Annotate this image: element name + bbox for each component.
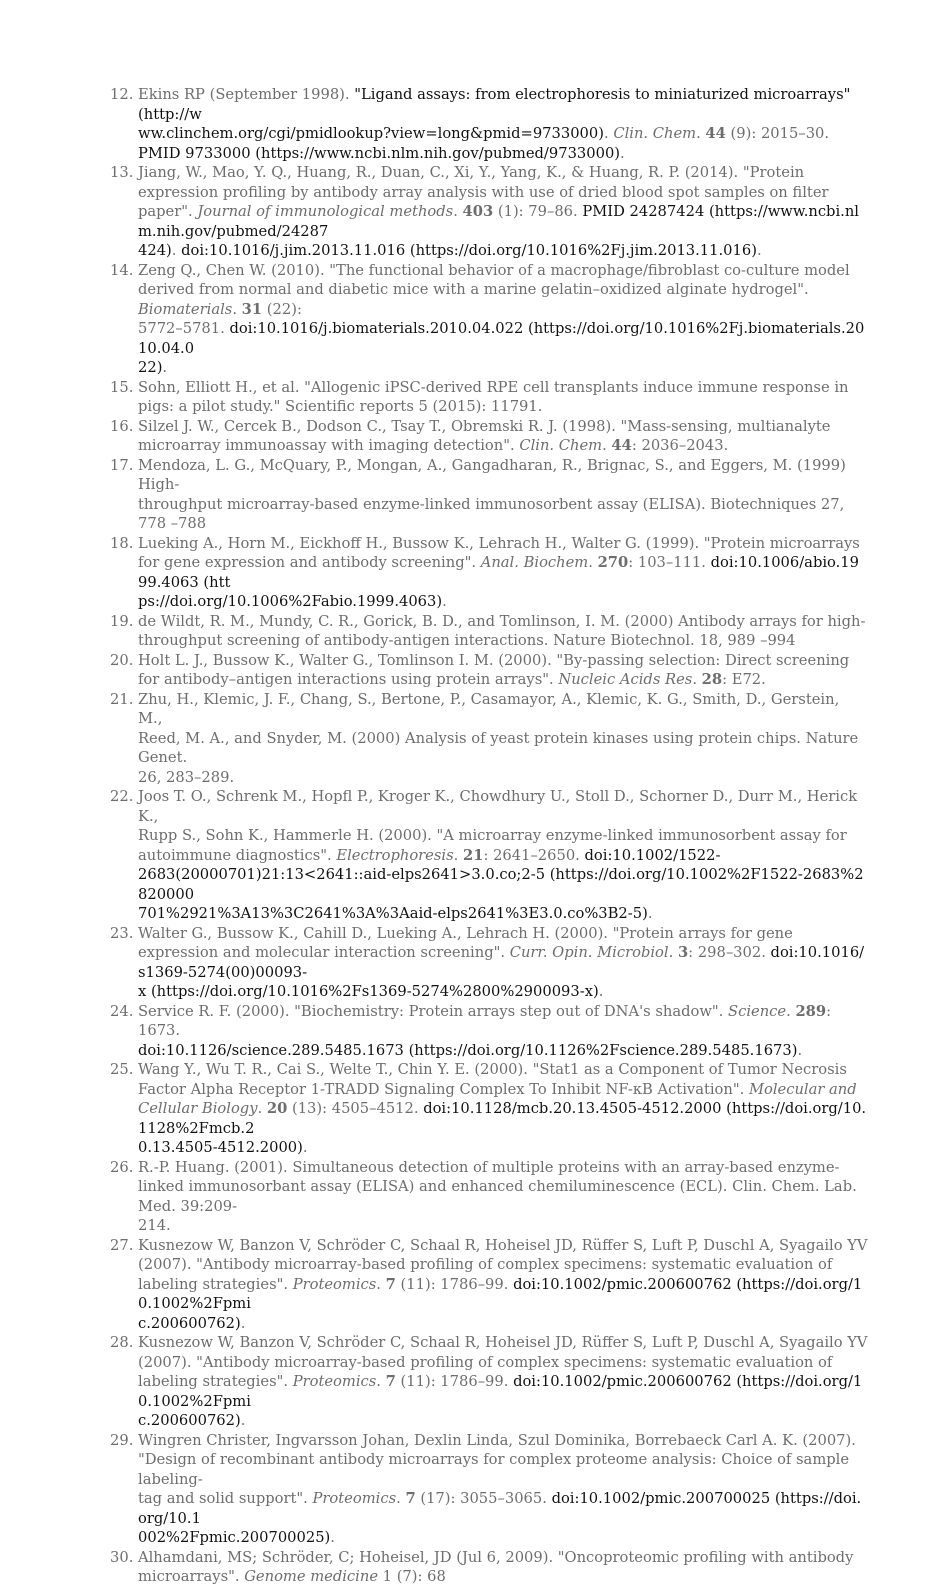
reference-segment: : 1673. [138,1002,832,1039]
reference-text [138,1334,868,1429]
reference-link[interactable]: doi:10.1002/pmic.200700025 (https://doi.org/10.1 002%2Fpmic.200700025) [138,1490,862,1546]
reference-segment: . [257,1100,267,1117]
reference-segment: . [330,1529,335,1546]
reference-segment: . [647,905,653,922]
reference-number: 15. [110,378,134,396]
journal-title: Electrophoresis [336,846,454,864]
reference-segment: Joos T. O., Schrenk M., Hopfl P., Kroger K., Chowdhury U., Stoll D., Schorner D., Durr M., Herick K., Rupp S., Sohn K., Hammerle H. (2000). "A microarray enzyme-linked immunosorbent assay for autoimmune diagnostics". [138,788,858,864]
reference-segment: . [396,1490,406,1507]
reference-number: 17. [110,456,134,474]
reference-item [110,378,868,417]
reference-segment: Kusnezow W, Banzon V, Schröder C, Schaal R, Hoheisel JD, Rüffer S, Luft P, Duschl A, Syagailo YV (2007). "Antibody microarray-based profiling of complex specimens: systematic evaluation of labeling strategies". [138,1334,868,1390]
reference-text [138,1159,857,1235]
reference-number: 16. [110,417,134,435]
reference-segment: . [453,846,463,864]
reference-segment: . [240,1412,246,1429]
reference-list [110,85,868,1587]
reference-link[interactable]: doi:10.1016/s1369-5274(00)00093- x (https://doi.org/10.1016%2Fs1369-5274%2800%2900093-x) [138,944,865,1000]
reference-segment: . [603,125,614,142]
reference-item [110,787,868,924]
reference-segment: . [376,1275,386,1293]
reference-segment: . [786,1002,796,1020]
reference-item [110,1158,868,1236]
reference-segment: Walter G., Bussow K., Cahill D., Lueking A., Lehrach H. (2000). "Protein arrays for gene expression and molecular interaction screening". [138,924,793,961]
reference-item [110,612,868,651]
reference-segment: (1): 79–86. [493,203,583,220]
reference-segment: Silzel J. W., Cercek B., Dodson C., Tsay T., Obremski R. J. (1998). "Mass-sensing, multianalyte microarray immunoassay with imaging detection". [138,417,831,454]
reference-segment: (13): 4505–4512. [287,1100,424,1117]
volume-number: 7 [385,1373,396,1390]
reference-number: 22. [110,788,134,805]
journal-title: Curr. Opin. Microbiol [509,944,669,961]
reference-segment: . [692,671,702,688]
reference-number: 13. [110,164,134,181]
volume-number: 3 [677,944,689,961]
reference-number: 30. [110,1548,134,1566]
reference-item [110,1548,868,1587]
reference-segment: (11): 1786–99. [395,1275,514,1293]
reference-text [138,86,850,162]
reference-segment: . [302,1139,308,1156]
reference-link[interactable]: "Ligand assays: from electrophoresis to miniaturized microarrays" (http://w ww.clinchem.org/cgi/pmidlookup?view=long&pmid=9733000) [138,86,851,142]
journal-title: Molecular and Cellular Biology [138,1080,857,1117]
volume-number: 44 [611,437,632,454]
reference-segment: Mendoza, L. G., McQuary, P., Mongan, A., Gangadharan, R., Brignac, S., and Eggers, M. (1999) High- throughput microarray-based enzyme-linked immunosorbent assay (ELISA). Biotechniques 27, 778 –788 [138,456,846,532]
reference-number: 25. [110,1061,134,1078]
reference-segment: Zhu, H., Klemic, J. F., Chang, S., Bertone, P., Casamayor, A., Klemic, K. G., Smith, D., Gerstein, M., Reed, M. A., and Snyder, M. (2000) Analysis of yeast protein kinases using protein chips. Nature Genet. 26, 283–289. [138,690,859,786]
reference-segment: . [756,242,762,259]
reference-link[interactable]: doi:10.1016/j.biomaterials.2010.04.022 (https://doi.org/10.1016%2Fj.biomaterials.2010.04.0 22) [138,320,865,376]
reference-item [110,163,868,261]
reference-text [138,535,860,611]
reference-segment: Lueking A., Horn M., Eickhoff H., Bussow K., Lehrach H., Walter G. (1999). "Protein microarrays for gene expression and antibody screening". [138,534,860,571]
reference-text [138,1549,853,1586]
reference-segment: . [240,1314,246,1332]
reference-link[interactable]: doi:10.1006/abio.1999.4063 (htt ps://doi.org/10.1006%2Fabio.1999.4063) [138,554,859,610]
reference-link[interactable]: doi:10.1016/j.jim.2013.11.016 (https://doi.org/10.1016%2Fj.jim.2013.11.016) [181,242,757,259]
journal-title: Science [728,1002,787,1020]
reference-item [110,456,868,534]
reference-number: 29. [110,1431,134,1449]
volume-number: 28 [701,671,723,688]
reference-number: 12. [110,86,134,103]
reference-number: 23. [110,924,134,942]
reference-text [138,164,859,259]
reference-item [110,261,868,378]
journal-title: Biomaterials [138,300,233,318]
reference-text [138,788,864,922]
volume-number: 20 [266,1100,288,1117]
journal-title: Clin. Chem [519,437,603,454]
reference-item [110,534,868,612]
volume-number: 7 [405,1490,416,1507]
reference-item [110,85,868,163]
reference-number: 27. [110,1236,134,1254]
reference-segment: . [602,437,612,454]
reference-number: 21. [110,690,134,708]
reference-item [110,417,868,456]
reference-segment: . [171,242,182,259]
reference-text [138,925,864,1001]
journal-title: Genome medicine [244,1568,379,1585]
reference-segment: de Wildt, R. M., Mundy, C. R., Gorick, B. D., and Tomlinson, I. M. (2000) Antibody arrays for high- throughput screening of antibody-antigen interactions. Nature Biotechnol. 18, 989 –994 [138,612,866,649]
reference-segment: : 298–302. [688,944,771,961]
reference-number: 18. [110,534,134,552]
reference-segment: : E72. [722,671,766,688]
reference-item [110,924,868,1002]
reference-segment: Wang Y., Wu T. R., Cai S., Welte T., Chin Y. E. (2000). "Stat1 as a Component of Tumor Necrosis Factor Alpha Receptor 1-TRADD Signaling Complex To Inhibit NF-κB Activation". [138,1061,847,1098]
journal-title: Anal. Biochem [480,554,589,571]
reference-number: 20. [110,651,134,669]
journal-title: Nucleic Acids Res [558,671,693,688]
reference-segment: : 103–111. [628,554,711,571]
reference-number: 19. [110,612,134,630]
volume-number: 7 [385,1275,396,1293]
journal-title: Proteomics [292,1275,377,1293]
reference-segment: Service R. F. (2000). "Biochemistry: Protein arrays step out of DNA's shadow". [138,1002,729,1020]
reference-segment: . [376,1373,386,1390]
reference-segment: : 2036–2043. [631,437,729,454]
reference-link[interactable]: PMID 24287424 (https://www.ncbi.nlm.nih.gov/pubmed/24287 424) [138,203,859,259]
reference-text [138,691,858,786]
journal-title: Journal of immunological methods [197,203,454,220]
reference-text [138,457,846,533]
reference-segment: Wingren Christer, Ingvarsson Johan, Dexlin Linda, Szul Dominika, Borrebaeck Carl A. K. (2007). "Design of recombinant antibody microarrays for complex proteome analysis: Choice of sample labeling- tag and solid support". [138,1431,856,1507]
reference-text [138,613,865,650]
reference-text [138,1432,861,1547]
reference-segment: . [453,203,463,220]
volume-number: 289 [795,1002,827,1020]
reference-number: 28. [110,1334,134,1351]
reference-text [138,1003,831,1059]
reference-item [110,690,868,788]
reference-text [138,379,848,416]
reference-segment: Holt L. J., Bussow K., Walter G., Tomlinson I. M. (2000). "By-passing selection: Direct screening for antibody–antigen interactions using protein arrays". [138,651,850,688]
reference-segment: . [162,359,168,376]
reference-segment: Alhamdani, MS; Schröder, C; Hoheisel, JD (Jul 6, 2009). "Oncoproteomic profiling with antibody microarrays". [138,1548,854,1585]
reference-link[interactable]: doi:10.1002/pmic.200600762 (https://doi.org/10.1002%2Fpmi c.200600762) [138,1373,863,1429]
reference-segment: . [620,144,625,162]
volume-number: 270 [597,554,629,571]
reference-segment: . [668,944,678,961]
volume-number: 31 [241,300,263,318]
reference-segment: (9): 2015–30. [730,125,830,142]
journal-title: Clin. Chem [613,125,697,142]
journal-title: Proteomics [292,1373,377,1390]
reference-segment: . [588,554,598,571]
reference-item [110,1431,868,1548]
reference-number: 26. [110,1158,134,1176]
reference-segment: . [598,983,604,1000]
reference-link[interactable]: doi:10.1002/1522- 2683(20000701)21:13<2641::aid-elps2641>3.0.co;2-5 (https://doi.org/10.1002%2F1522-2683%2820000 701%2921%3A13%3C2641%3A%3Aaid-elps2641%3E3.0.co%3B2-5) [138,846,864,922]
reference-link[interactable]: doi:10.1128/mcb.20.13.4505-4512.2000 (https://doi.org/10.1128%2Fmcb.2 0.13.4505-4512.2000) [138,1100,867,1156]
reference-segment: (22): 5772–5781. [138,300,302,337]
journal-title: Proteomics [312,1490,397,1507]
reference-segment: Jiang, W., Mao, Y. Q., Huang, R., Duan, C., Xi, Y., Yang, K., & Huang, R. P. (2014). "Protein expression profiling by antibody array analysis with use of dried blood spot samples on filter paper". [138,164,829,220]
reference-item [110,651,868,690]
reference-number: 14. [110,261,134,279]
reference-item [110,1236,868,1334]
reference-segment: 1 (7): 68 [378,1568,446,1585]
reference-segment: . [797,1041,803,1059]
reference-segment: (17): 3055–3065. [415,1490,552,1507]
reference-item [110,1060,868,1158]
reference-item [110,1333,868,1431]
reference-text [138,1061,866,1156]
volume-number: 21 [463,846,484,864]
reference-link[interactable]: doi:10.1126/science.289.5485.1673 (https://doi.org/10.1126%2Fscience.289.5485.1673) [138,1041,798,1059]
reference-segment: . [442,593,447,610]
reference-segment: : 2641–2650. [483,846,585,864]
reference-text [138,418,831,455]
reference-segment: R.-P. Huang. (2001). Simultaneous detection of multiple proteins with an array-based enzyme-linked immunosorbant assay (ELISA) and enhanced chemiluminescence (ECL). Clin. Chem. Lab. Med. 39:209- 214. [138,1158,857,1234]
reference-text [138,1237,868,1332]
reference-item [110,1002,868,1061]
reference-segment: Ekins RP (September 1998). [138,86,355,103]
volume-number: 403 [462,203,494,220]
reference-link[interactable]: doi:10.1002/pmic.200600762 (https://doi.org/10.1002%2Fpmi c.200600762) [138,1275,863,1332]
reference-segment: Sohn, Elliott H., et al. "Allogenic iPSC-derived RPE cell transplants induce immune response in pigs: a pilot study." Scientific reports 5 (2015): 11791. [138,378,849,415]
reference-link[interactable]: PMID 9733000 (https://www.ncbi.nlm.nih.gov/pubmed/9733000) [138,144,621,162]
volume-number: 44 [705,125,726,142]
reference-text [138,652,849,689]
reference-segment: . [232,300,242,318]
reference-segment: . [696,125,706,142]
reference-number: 24. [110,1002,134,1020]
reference-segment: Zeng Q., Chen W. (2010). "The functional behavior of a macrophage/fibroblast co-culture model derived from normal and diabetic mice with a marine gelatin–oxidized alginate hydrogel". [138,261,850,298]
reference-text [138,262,864,377]
reference-segment: (11): 1786–99. [395,1373,514,1390]
reference-segment: Kusnezow W, Banzon V, Schröder C, Schaal R, Hoheisel JD, Rüffer S, Luft P, Duschl A, Syagailo YV (2007). "Antibody microarray-based profiling of complex specimens: systematic evaluation of labeling strategies". [138,1236,868,1293]
